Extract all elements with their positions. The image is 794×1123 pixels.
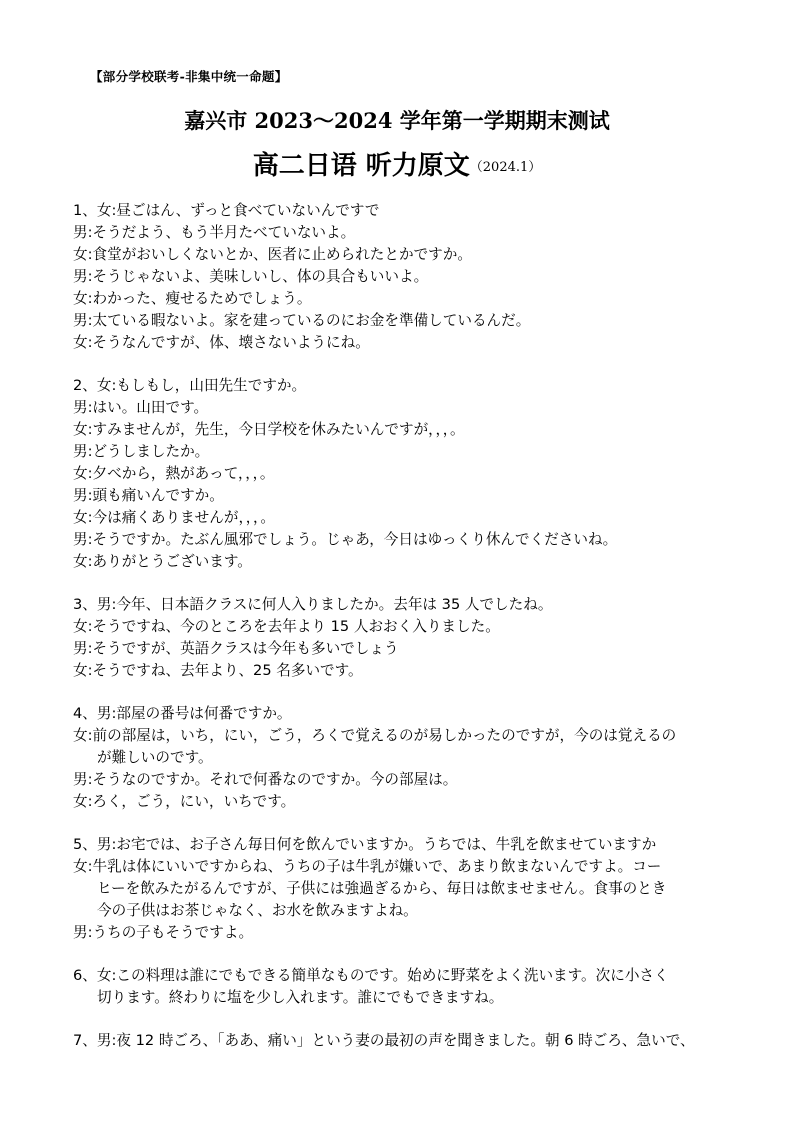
dialogue-line: 男:そうですが、英語クラスは今年も多いでしょう xyxy=(73,640,399,657)
dialogue-line: 5、男:お宅では、お子さん毎日何を飲んでいますか。うちでは、牛乳を飲ませていますか xyxy=(73,836,657,853)
dialogue-line: 男:うちの子もそうですよ。 xyxy=(73,924,254,941)
header-note: 【部分学校联考-非集中统一命题】 xyxy=(90,69,288,84)
dialogue-line: 男:そうだよう、もう半月たべていないよ。 xyxy=(73,224,356,241)
dialogue-line: 4、男:部屋の番号は何番ですか。 xyxy=(73,705,292,722)
dialogue-line: 女:前の部屋は，いち，にい，ごう，ろくで覚えるのが易しかったのですが，今のは覚えるの xyxy=(73,727,677,744)
dialogue-line: 女:ありがとうございます。 xyxy=(73,553,252,570)
dialogue-line: 男:はい。山田です。 xyxy=(73,399,209,416)
subtitle-text: 高二日语 听力原文 xyxy=(252,151,470,181)
dialogue-line: 2、女:もしもし，山田先生ですか。 xyxy=(73,377,307,394)
dialogue-line: 女:そうですね、今のところを去年より 15 人おおく入りました。 xyxy=(73,618,500,635)
document-subtitle xyxy=(0,145,794,182)
dialogue-line: 切ります。終わりに塩を少し入れます。誰にでもできますね。 xyxy=(97,989,504,1006)
dialogue-line: 今の子供はお茶じゃなく、お水を飲みますよね。 xyxy=(97,902,418,919)
dialogue-line: 3、男:今年、日本語クラスに何人入りましたか。去年は 35 人でしたね。 xyxy=(73,596,553,613)
dialogue-line: 男:頭も痛いんですか。 xyxy=(73,487,224,504)
dialogue-line: 女:夕べから，熱があって，，，。 xyxy=(73,465,275,482)
dialogue-line: 女:わかった、瘦せるためでしょう。 xyxy=(73,290,312,307)
dialogue-line: が難しいのです。 xyxy=(97,749,213,766)
dialogue-line: 男:太ている暇ないよ。家を建っているのにお金を準備しているんだ。 xyxy=(73,312,531,329)
dialogue-line: 女:牛乳は体にいいですからね、うちの子は牛乳が嫌いで、あまり飲まないんですよ。コー xyxy=(73,858,662,875)
dialogue-line: 女:そうなんですが、体、壊さないようにね。 xyxy=(73,334,370,351)
subtitle-date: （2024.1） xyxy=(469,160,542,175)
dialogue-line: 男:そうじゃないよ、美味しいし、体の具合もいいよ。 xyxy=(73,268,429,285)
dialogue-line: ヒーを飲みたがるんですが、子供には強過ぎるから、毎日は飲ませません。食事のとき xyxy=(97,880,667,897)
dialogue-line: 女:ろく，ごう，にい，いちです。 xyxy=(73,793,296,810)
dialogue-line: 7、男:夜 12 時ごろ、「ああ、痛い」という妻の最初の声を聞きました。朝 6 時ごろ、急いで、 xyxy=(73,1032,695,1049)
dialogue-line: 男:そうなのですか。それで何番なのですか。今の部屋は。 xyxy=(73,771,458,788)
dialogue-line: 女:今は痛くありませんが，，，。 xyxy=(73,509,275,526)
dialogue-line: 1、女:昼ごはん、ずっと食べていないんですで xyxy=(73,202,380,219)
dialogue-line: 男:どうしましたか。 xyxy=(73,443,210,460)
dialogue-line: 女:すみませんが，先生，今日学校を休みたいんですが，，，。 xyxy=(73,421,465,438)
dialogue-line: 女:そうですね、去年より、25 名多いです。 xyxy=(73,662,363,679)
dialogue-line: 男:そうですか。たぶん風邪でしょう。じゃあ，今日はゆっくり休んでくださいね。 xyxy=(73,531,618,548)
dialogue-line: 6、女:この料理は誰にでもできる簡単なものです。始めに野菜をよく洗います。次に小さく xyxy=(73,967,669,984)
dialogue-line: 女:食堂がおいしくないとか、医者に止められたとかですか。 xyxy=(73,246,472,263)
document-title: 嘉兴市 2023～2024 学年第一学期期末测试 xyxy=(184,108,610,133)
